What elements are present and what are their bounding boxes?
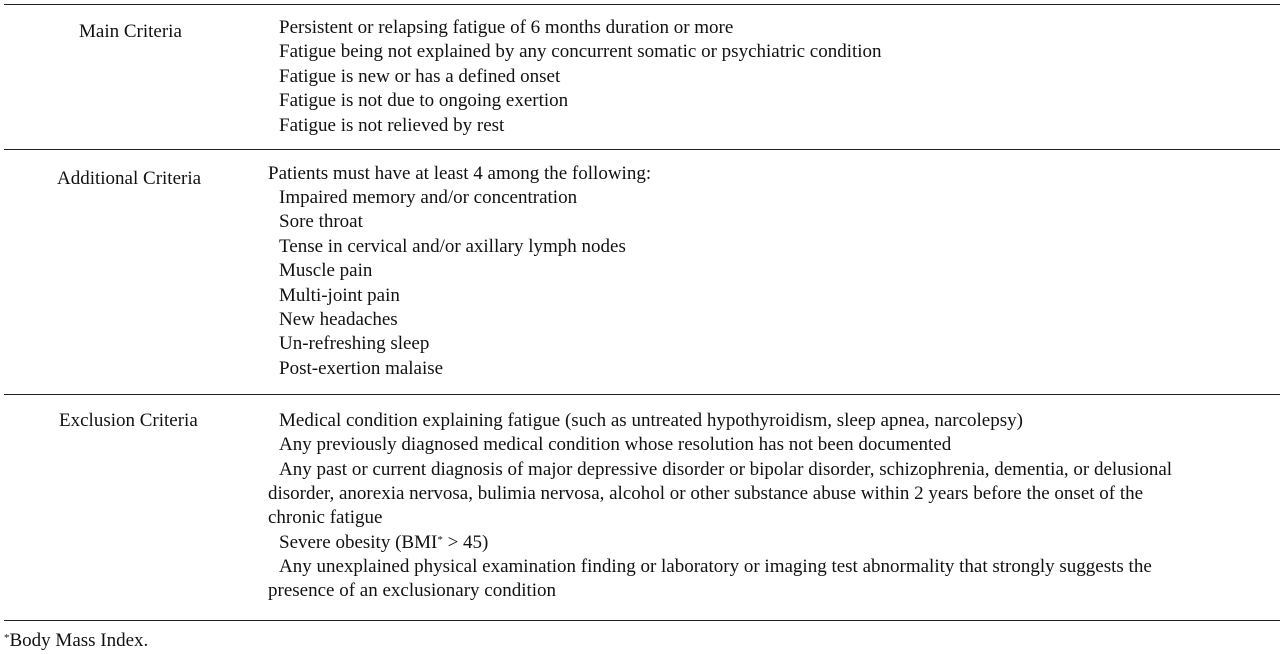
- exclusion-criteria-item: [279, 531, 488, 555]
- additional-criteria-item: Un-refreshing sleep: [279, 333, 430, 354]
- row-divider-additional: [4, 394, 1280, 395]
- additional-criteria-intro: Patients must have at least 4 among the following:: [268, 163, 652, 184]
- footnote-text: Body Mass Index.: [9, 630, 149, 651]
- additional-criteria-item: Muscle pain: [279, 260, 373, 281]
- bmi-footnote-marker: *: [437, 534, 443, 546]
- table-top-rule: [4, 4, 1280, 5]
- exclusion-criteria-label: Exclusion Criteria: [59, 410, 198, 431]
- row-divider-main: [4, 149, 1280, 150]
- footnote: [4, 629, 148, 653]
- main-criteria-item: Fatigue is new or has a defined onset: [279, 66, 561, 87]
- exclusion-criteria-item: Any previously diagnosed medical condition whose resolution has not been documented: [279, 434, 952, 455]
- main-criteria-item: Fatigue is not due to ongoing exertion: [279, 90, 569, 111]
- main-criteria-item: Fatigue is not relieved by rest: [279, 115, 505, 136]
- exclusion-criteria-item-continued: disorder, anorexia nervosa, bulimia nervosa, alcohol or other substance abuse within 2 years before the onset of the: [268, 483, 1144, 504]
- additional-criteria-item: Multi-joint pain: [279, 285, 400, 306]
- main-criteria-item: Fatigue being not explained by any concurrent somatic or psychiatric condition: [279, 41, 882, 62]
- additional-criteria-item: Post-exertion malaise: [279, 358, 444, 379]
- additional-criteria-item: Sore throat: [279, 211, 363, 232]
- footnote-marker: *: [4, 632, 10, 644]
- main-criteria-item: Persistent or relapsing fatigue of 6 months duration or more: [279, 17, 734, 38]
- bmi-text: Severe obesity (BMI: [279, 532, 438, 553]
- main-criteria-label: Main Criteria: [79, 21, 182, 42]
- additional-criteria-label: Additional Criteria: [57, 168, 202, 189]
- additional-criteria-item: Impaired memory and/or concentration: [279, 187, 578, 208]
- exclusion-criteria-item-continued: presence of an exclusionary condition: [268, 580, 557, 601]
- additional-criteria-item: New headaches: [279, 309, 398, 330]
- bmi-threshold: > 45): [442, 532, 489, 553]
- additional-criteria-item: Tense in cervical and/or axillary lymph nodes: [279, 236, 626, 257]
- exclusion-criteria-item: Any unexplained physical examination finding or laboratory or imaging test abnormality that strongly suggests the: [279, 556, 1152, 577]
- exclusion-criteria-item-continued: chronic fatigue: [268, 507, 383, 528]
- exclusion-criteria-item: Medical condition explaining fatigue (such as untreated hypothyroidism, sleep apnea, narcolepsy): [279, 410, 1023, 431]
- exclusion-criteria-item: Any past or current diagnosis of major depressive disorder or bipolar disorder, schizophrenia, dementia, or delusional: [279, 459, 1173, 480]
- table-bottom-rule: [4, 620, 1280, 621]
